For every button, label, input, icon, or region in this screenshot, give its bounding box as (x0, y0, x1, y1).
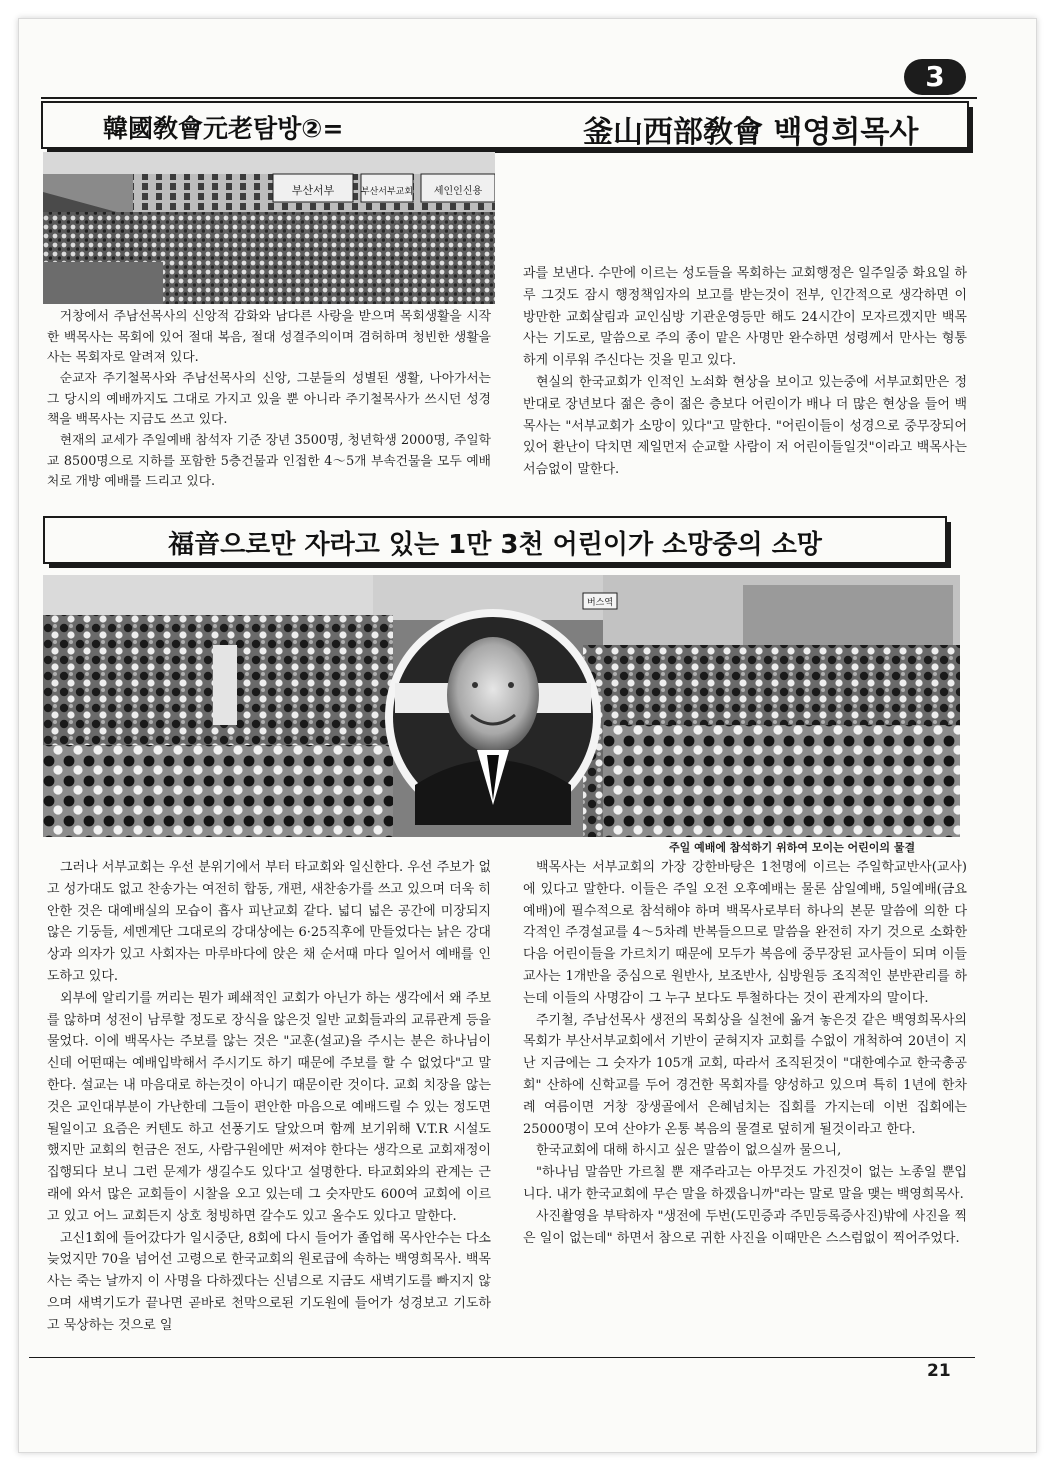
paragraph: 현실의 한국교회가 인적인 노쇠화 현상을 보이고 있는중에 서부교회만은 정반대로 장년보다 젊은 층이 젊은 층보다 어린이가 배나 더 많은 현상을 들어 백목사는 "서부교회가 소망이 있다"고 말한다. "어린이들이 성경으로 중무장되어 있어 환난이 닥치면 제일먼저 순교할 사람이 저 어린이들일것"이라고 백목사는 서슴없이 말한다. (523, 374, 967, 478)
headline: 福音으로만 자라고 있는 1만 3천 어린이가 소망중의 소망 (168, 530, 822, 560)
series-title: 韓國敎會元老탐방②= (103, 114, 344, 143)
children-crowd-photo (43, 575, 960, 837)
top-left-column (47, 307, 491, 493)
page-number: 21 (927, 1361, 951, 1381)
bottom-right-column (523, 857, 967, 1249)
paragraph: 현재의 교세가 주일예배 참석자 기준 장년 3500명, 청년학생 2000명, 주일학교 8500명으로 지하를 포함한 5층건물과 인접한 4～5개 부속건물을 모두 예배처로 개방 예배를 드리고 있다. (47, 432, 491, 490)
paragraph: 순교자 주기철목사와 주남선목사의 신앙, 그분들의 성별된 생활, 나아가서는 그 당시의 예배까지도 그대로 가지고 있을 뿐 아니라 주기철목사가 쓰시던 성경책을 백목사는 지금도 쓰고 있다. (47, 370, 491, 428)
paragraph: 사진촬영을 부탁하자 "생전에 두번(도민증과 주민등록증사진)밖에 사진을 찍은 일이 없는데" 하면서 참으로 귀한 사진을 이때만은 스스럼없이 찍어주었다. (523, 1208, 967, 1246)
magazine-page (18, 18, 1037, 1453)
headline-box (43, 516, 947, 564)
church-crowd-photo (43, 152, 495, 304)
paragraph: 고신1회에 들어갔다가 일시중단, 8회에 다시 들어가 졸업해 목사안수는 다소 늦었지만 70을 넘어선 고령으로 한국교회의 원로급에 속하는 백영희목사. 백목사는 죽는 날까지 이 사명을 다하겠다는 신념으로 지금도 새벽기도를 빠지지 않으며 새벽기도가 끝나면 곧바로 천막으로된 기도원에 들어가 성경보고 기도하고 묵상하는 것으로 일 (47, 1230, 491, 1333)
paragraph: 한국교회에 대해 하시고 싶은 말씀이 없으실까 물으니, (536, 1143, 842, 1159)
bus-stop-sign: 버스역 (586, 598, 614, 608)
paragraph: 주기철, 주남선목사 생전의 목회상을 실천에 옮겨 놓은것 같은 백영희목사의 목회가 부산서부교회에서 기반이 굳혀지자 교회를 수없이 개척하여 20년이 지난 지금에는 그 숫자가 105개 교회, 따라서 조직된것이 "대한예수교 한국총공회" 산하에 신학교를 두어 경건한 목회자를 양성하고 있으며 특히 1년에 한차례 여름이면 거창 장생골에서 은혜넘치는 집회를 가지는데 이번 집회에는 25000명이 모여 산야가 온통 복음의 물결로 덮히게 될것이라고 한다. (523, 1012, 967, 1137)
sign-2: 부산서부교회 (360, 187, 414, 197)
section-number-badge: 3 (904, 59, 966, 95)
paragraph: 그러나 서부교회는 우선 분위기에서 부터 타교회와 일신한다. 우선 주보가 없고 성가대도 없고 찬송가는 여전히 합동, 개편, 새찬송가를 쓰고 있으며 더욱 히안한 것은 대예배실의 모습이 흡사 피난교회 같다. 넓디 넓은 공간에 미장되지않은 기둥들, 세멘계단 그대로의 강대상에는 6·25직후에 만들었다는 낡은 강대상과 의자가 있고 사회자는 마루바다에 앉은 채 순서때 마다 일어서 예배를 인도하고 있다. (47, 860, 491, 984)
top-right-column (523, 263, 967, 481)
church-crowd-image (43, 152, 495, 304)
paragraph: 거창에서 주남선목사의 신앙적 감화와 남다른 사랑을 받으며 목회생활을 시작한 백목사는 목회에 있어 절대 복음, 절대 성결주의이며 겸허하며 청빈한 생활을 사는 목회자로 알려져 있다. (47, 309, 491, 366)
paragraph: "하나님 말씀만 가르칠 뿐 재주라고는 아무것도 가진것이 없는 노종일 뿐입니다. 내가 한국교회에 무슨 말을 하겠읍니까"라는 말로 말을 맺는 백영희목사. (523, 1165, 967, 1202)
paragraph: 외부에 알리기를 꺼리는 뭔가 폐쇄적인 교회가 아닌가 하는 생각에서 왜 주보를 않하며 성전이 남루할 정도로 장식을 않은것 일반 교회들과의 교류관계 등을 물었다. 이에 백목사는 주보를 않는 것은 "교훈(설교)을 주시는 분은 하나님이신데 어떤때는 예배입박해서 주시기도 하기 때문에 주보를 할 수 없었다"고 말한다. 설교는 내 마음대로 하는것이 아니기 때문이란 것이다. 교회 치장을 않는것은 교인대부분이 가난한데 그들이 편안한 마음으로 예배드릴 수 있는 정도면 될일이고 요즘은 커텐도 하고 선풍기도 달았으며 함께 보기위해 V.T.R 시설도 했지만 교회의 헌금은 전도, 사람구원에만 써져야 한다는 생각으로 교회재정이 집행되다 보니 그런 문제가 생길수도 있다'고 설명한다. 타교회와의 관계는 근래에 와서 많은 교회들이 시찰을 오고 있는데 그 숫자만도 600여 교회에 이르고 있고 어느 교회든지 상호 청빙하면 갈수도 있고 올수도 있다고 말한다. (47, 990, 491, 1224)
paragraph: 백목사는 서부교회의 가장 강한바탕은 1천명에 이르는 주일학교반사(교사)에 있다고 말한다. 이들은 주일 오전 오후예배는 물론 삼일예배, 5일예배(금요예배)에 필수적으로 참석해야 하며 백목사로부터 하나의 본문 말씀에 의한 다각적인 주경설교를 4～5차례 반복들으므로 말씀을 완전히 자기 것으로 소화한 다음 어린이들을 가르치기 때문에 모두가 복음에 중무장된 교사들이 되며 이들 교사는 1개반을 중심으로 원반사, 보조반사, 심방원등 조직적인 분반관리를 하는데 이들의 사명감이 그 누구 보다도 투철하다는 것이 관계자의 말이다. (523, 860, 967, 1006)
sign-3: 세인인신용 (433, 186, 483, 197)
paragraph: 과를 보낸다. 수만에 이르는 성도들을 목회하는 교회행정은 일주일중 화요일 하루 그것도 잠시 행정책임자의 보고를 받는것이 전부, 인간적으로 생각하면 이 방만한 교회살림과 교인심방 기관운영등만 해도 24시간이 모자르겠지만 백목사는 기도로, 말씀으로 주의 종이 맡은 사명만 완수하면 성령께서 만사는 형통하게 이루워 주신다는 것을 믿고 있다. (523, 266, 967, 369)
bottom-left-column (47, 857, 491, 1337)
bottom-rule (29, 1357, 975, 1358)
article-subject: 釜山西部敎會 백영희목사 (583, 115, 919, 150)
photo-caption: 주일 예배에 참석하기 위하여 모이는 어린이의 물결 (669, 841, 916, 854)
top-rule (41, 97, 977, 99)
article-header-box (41, 101, 969, 149)
children-crowd-image (43, 575, 960, 837)
sign-1: 부산서부 (291, 184, 335, 197)
